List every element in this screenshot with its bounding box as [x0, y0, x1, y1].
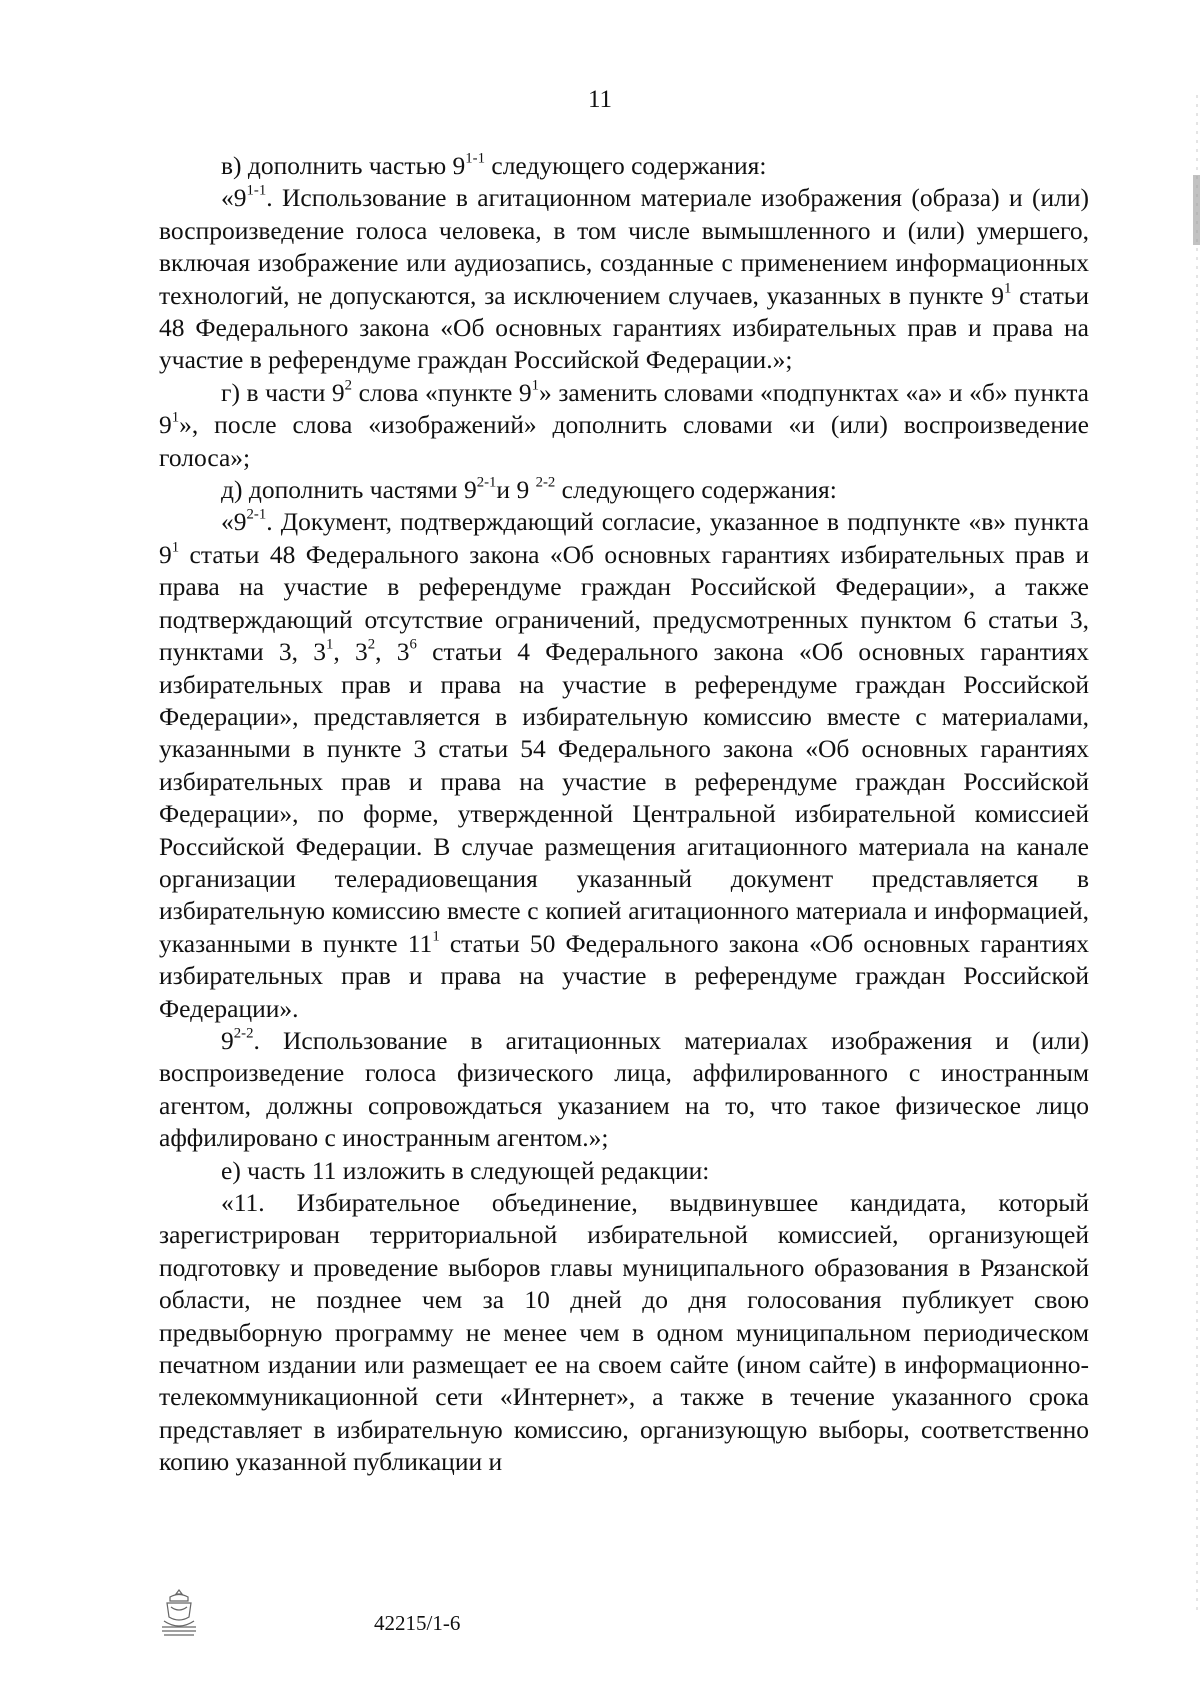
- superscript: 1: [326, 636, 334, 653]
- text-run: . Документ, подтверждающий согласие, указанное в подпункте «в» пункта 9: [159, 507, 1089, 569]
- paragraph-p-e: [159, 1155, 1089, 1187]
- text-run: следующего содержания:: [555, 475, 837, 505]
- superscript: 2-1: [476, 474, 497, 491]
- text-run: «11. Избирательное объединение, выдвинувшее кандидата, который зарегистрирован территориальной избирательной комиссией, организующей подготовку и проведение выборов главы муниципального образования в Рязанской области, не позднее чем за 10 дней до дня голосования публикует свою предвыборную программу не менее чем в одном муниципальном периодическом печатном издании или размещает ее на своем сайте (ином сайте) в информационно-телекоммуникационной сети «Интернет», а также в течение указанного срока представляет в избирательную комиссию, организующую выборы, соответственно копию указанной публикации и: [159, 1188, 1089, 1477]
- text-run: », после слова «изображений» дополнить словами «и (или) воспроизведение голоса»;: [159, 410, 1089, 472]
- text-run: . Использование в агитационном материале изображения (образа) и (или) воспроизведение голоса человека, в том числе вымышленного и (или) умершего, включая изображение или аудиозапись, созданные с применением информационных технологий, не допускаются, за исключением случаев, указанных в пункте 9: [159, 183, 1089, 310]
- paragraph-p-v: [159, 150, 1089, 182]
- page-number: 11: [587, 86, 613, 113]
- text-run: и 9: [496, 475, 536, 505]
- superscript: 2-2: [233, 1025, 254, 1042]
- text-run: статьи 50 Федерального закона «Об основных гарантиях избирательных прав и права на участие в референдуме граждан Российской Федерации».: [159, 928, 1089, 1023]
- text-run: д) дополнить частями 9: [221, 475, 477, 505]
- paragraph-p-g: [159, 377, 1089, 474]
- superscript: 2-2: [535, 474, 556, 491]
- paragraph-p-11: [159, 1187, 1089, 1479]
- superscript: 1: [171, 539, 180, 556]
- text-run: » заменить словами «подпунктах «а» и «б» пункта 9: [159, 377, 1090, 440]
- text-run: 9: [221, 1025, 234, 1055]
- superscript: 1: [432, 928, 440, 945]
- document-code: 42215/1-6: [374, 1611, 461, 1635]
- superscript: 2: [367, 636, 376, 653]
- text-run: , 3: [333, 637, 368, 667]
- paragraph-p-9-2-1: [159, 506, 1089, 1025]
- document-body: [159, 150, 1089, 1479]
- text-run: . Использование в агитационных материалах изображения и (или) воспроизведение голоса физического лица, аффилированного с иностранным агентом, должны сопровождаться указанием на то, что такое физическое лицо аффилировано с иностранным агентом.»;: [159, 1025, 1089, 1153]
- superscript: 1: [171, 409, 180, 426]
- paragraph-p-d: [159, 474, 1089, 506]
- text-run: статьи 48 Федерального закона «Об основных гарантиях избирательных прав и права на участие в референдуме граждан Российской Федерации», а также подтверждающий отсутствие ограничений, предусмотренных пунктом 6 статьи 3, пунктами 3, 3: [159, 539, 1089, 667]
- text-run: «9: [221, 183, 247, 213]
- text-run: г) в части 9: [221, 377, 345, 407]
- superscript: 1-1: [246, 182, 267, 199]
- superscript: 1: [531, 377, 540, 394]
- text-run: в) дополнить частью 9: [221, 151, 466, 180]
- superscript: 6: [409, 636, 417, 653]
- superscript: 1: [1003, 280, 1012, 297]
- text-run: «9: [221, 507, 247, 537]
- text-run: , 3: [375, 637, 410, 667]
- superscript: 2: [344, 377, 353, 394]
- text-run: е) часть 11 изложить в следующей редакции:: [221, 1155, 710, 1185]
- text-run: статьи 4 Федерального закона «Об основных гарантиях избирательных прав и права на участие в референдуме граждан Российской Федерации», представляется в избирательную комиссию вместе с материалами, указанными в пункте 3 статьи 54 Федерального закона «Об основных гарантиях избирательных прав и права на участие в референдуме граждан Российской Федерации», по форме, утвержденной Центральной избирательной комиссией Российской Федерации. В случае размещения агитационного материала на канале организации телерадиовещания указанный документ представляется в избирательную комиссию вместе с копией агитационного материала и информацией, указанными в пункте 11: [159, 637, 1090, 958]
- text-run: слова «пункте 9: [352, 377, 532, 407]
- superscript: 2-1: [246, 506, 267, 523]
- text-run: статьи 48 Федерального закона «Об основных гарантиях избирательных прав и права на участие в референдуме граждан Российской Федерации.»;: [159, 280, 1089, 375]
- text-run: следующего содержания:: [485, 151, 767, 180]
- paragraph-p-9-2-2: [159, 1025, 1089, 1155]
- superscript: 1-1: [465, 150, 485, 167]
- coat-of-arms-seal-icon: [158, 1587, 200, 1639]
- scan-edge-artifact: [1192, 95, 1200, 1615]
- paragraph-p-9-1-1: [159, 182, 1089, 376]
